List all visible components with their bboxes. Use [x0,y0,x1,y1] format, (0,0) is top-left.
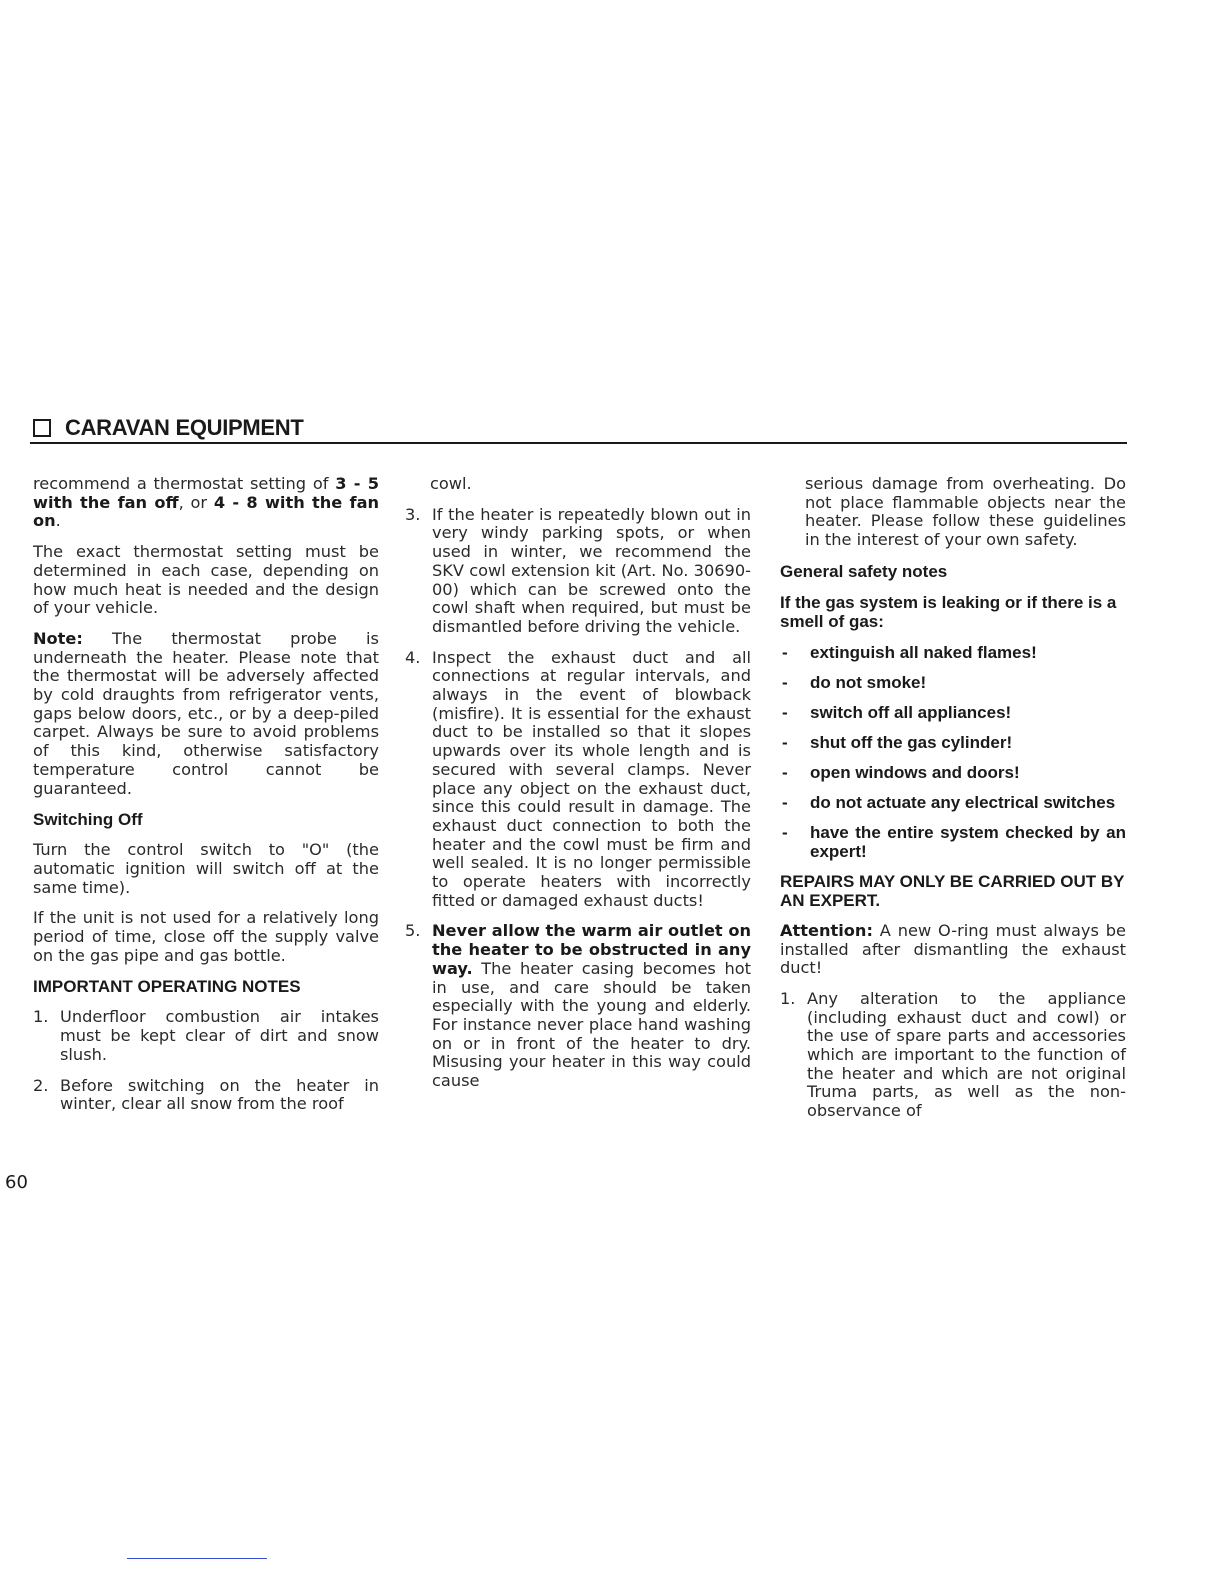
repairs-heading: REPAIRS MAY ONLY BE CARRIED OUT BY AN EXPERT. [780,871,1125,910]
continued-text: cowl. [430,474,472,493]
thermostat-recommendation: recommend a thermostat setting of 3 - 5 with the fan off, or 4 - 8 with the fan on. [33,474,380,531]
list-item: 3. If the heater is repeatedly blown out in very windy parking spots, or when used in winter, we recommend the SKV cowl extension kit (Art. No. 30690-00) which can be screwed onto the cowl shaft when required, but must be dismantled before driving the vehicle. [405,504,751,636]
operating-notes-heading: IMPORTANT OPERATING NOTES [33,977,301,997]
list-item: - extinguish all naked flames! [782,642,1037,662]
attention-paragraph: Attention: A new O-ring must always be installed after dismantling the exhaust duct! [780,920,1126,978]
note-paragraph: Note: The thermostat probe is underneath the heater. Please note that the thermostat will be adversely affected by cold draughts from refrigerator vents, gaps below doors, etc., or by a deep-piled carpet. Always be sure to avoid problems of this kind, otherwise satisfactory temperature control cannot be guaranteed. [33,628,379,798]
list-item: - do not smoke! [782,672,927,692]
bottom-rule [127,1558,267,1559]
list-item: - shut off the gas cylinder! [782,732,1013,752]
switching-off-heading: Switching Off [33,810,143,830]
gas-leak-list [780,643,1126,861]
list-item: - have the entire system checked by an expert! [782,822,1126,861]
list-item: 1. Any alteration to the appliance (including exhaust duct and cowl) or the use of spare parts and accessories which are important to the function of the heater and which are not original Truma parts, as well as the non-observance of [780,988,1126,1121]
section-header [30,412,1127,444]
checkbox-square-icon [33,419,51,437]
list-item: - do not actuate any electrical switches [782,792,1116,812]
column-1 [33,475,379,1126]
thermostat-setting-paragraph: The exact thermostat setting must be determined in each case, depending on how much heat is needed and the design of your vehicle. [33,542,379,618]
section-title: CARAVAN EQUIPMENT [65,415,304,440]
note-label: Note: [33,628,83,648]
safety-notes-heading: General safety notes [780,561,948,581]
list-item: 1. Underfloor combustion air intakes must be kept clear of dirt and snow slush. [33,1007,379,1064]
column-2 [405,475,751,1103]
continued-text: serious damage from overheating. Do not place flammable objects near the heater. Please follow these guidelines in the interest of your own safety. [805,474,1126,550]
unused-period-text: If the unit is not used for a relatively long period of time, close off the supply valve on the gas pipe and gas bottle. [33,908,379,965]
attention-label: Attention: [780,920,873,940]
column-3 [780,475,1126,1133]
list-item: 5. Never allow the warm air outlet on the heater to be obstructed in any way. The heater casing becomes hot in use, and care should be taken especially with the young and elderly. For instance never place hand washing on or in front of the heater to dry. Misusing your heater in this way could cause [405,921,751,1091]
list-item: - switch off all appliances! [782,702,1012,722]
list-item: - open windows and doors! [782,762,1020,782]
page-number: 60 [5,1172,28,1193]
list-item: 4. Inspect the exhaust duct and all connections at regular intervals, and always in the event of blowback (misfire). It is essential for the exhaust duct to be installed so that it slopes upwards over its whole length and is secured with several clamps. Never place any object on the exhaust duct, since this could result in damage. The exhaust duct connection to both the heater and the cowl must be firm and well sealed. It is no longer permissible to operate heaters with incorrectly fitted or damaged exhaust ducts! [405,647,751,910]
list-item: 2. Before switching on the heater in winter, clear all snow from the roof [33,1075,379,1114]
gas-leak-heading: If the gas system is leaking or if there is a smell of gas: [780,592,1117,631]
switching-off-text: Turn the control switch to "O" (the automatic ignition will switch off at the same time). [33,840,379,897]
